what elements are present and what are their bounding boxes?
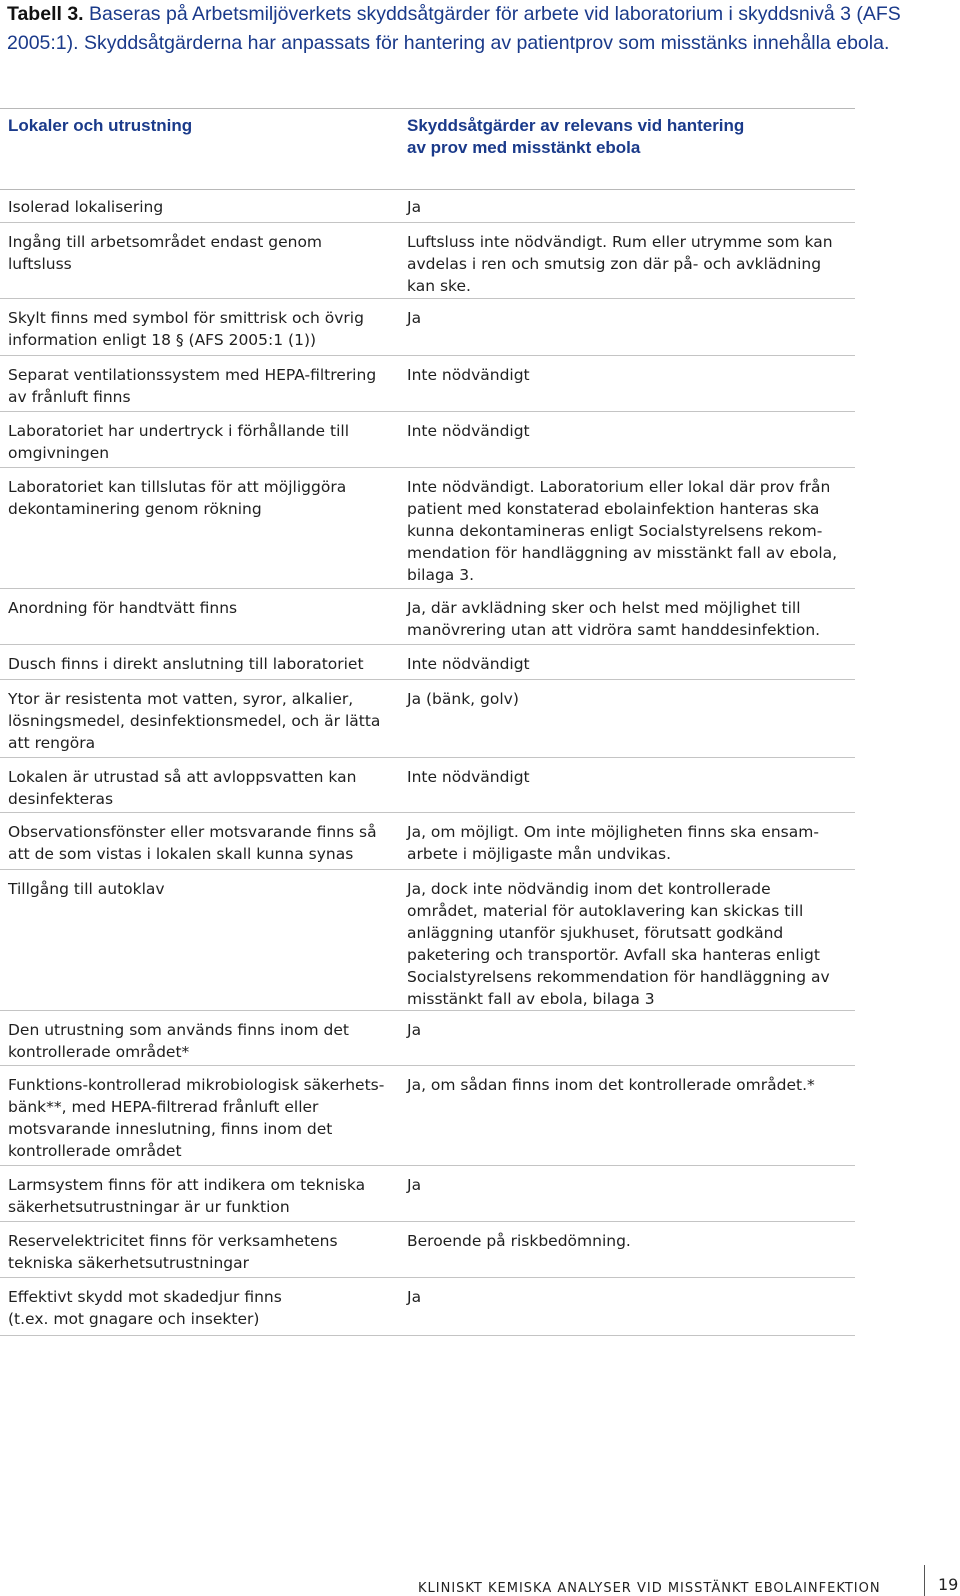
table-row xyxy=(0,870,855,1011)
row-item-label: Larmsystem finns för att indikera om tekniska säkerhetsutrustningar är ur funktion xyxy=(8,1176,366,1216)
header-right: Skyddsåtgärder av relevans vid hantering av prov med misstänkt ebola xyxy=(407,116,745,157)
row-measure-value: Inte nödvändigt. Laboratorium eller lokal där prov från patient med konstaterad ebolainfektion hanteras ska kunna dekontamineras enligt Socialstyrelsens rekom- mendation för handläggning av misstänkt fall av ebola, bilaga 3. xyxy=(407,478,838,584)
row-item-label: Reservelektricitet finns för verksamhetens tekniska säkerhetsutrustningar xyxy=(8,1232,338,1272)
row-measure-value: Ja xyxy=(407,1176,422,1194)
footer-divider xyxy=(924,1565,925,1596)
row-measure-value: Inte nödvändigt xyxy=(407,422,530,440)
caption-label: Tabell 3. xyxy=(7,3,84,25)
table-row xyxy=(0,223,855,299)
row-measure-value: Ja, dock inte nödvändig inom det kontrollerade området, material för autoklavering kan skickas till anläggning utanför sjukhuset, förutsatt godkänd paketering och transportör. Avfall ska hanteras enligt Socialstyrelsens rekommendation för handläggning av misstänkt fall av ebola, bilaga 3 xyxy=(407,880,830,1008)
page-number: 19 xyxy=(938,1575,959,1594)
table-row xyxy=(0,645,855,680)
table-row xyxy=(0,412,855,468)
table-row xyxy=(0,758,855,813)
table-row xyxy=(0,1011,855,1066)
row-measure-value: Ja, om möjligt. Om inte möjligheten finns ska ensam- arbete i möjligaste mån undvikas. xyxy=(407,823,819,863)
row-item-label: Effektivt skydd mot skadedjur finns (t.ex. mot gnagare och insekter) xyxy=(8,1288,282,1328)
row-item-label: Isolerad lokalisering xyxy=(8,198,164,216)
table-row xyxy=(0,813,855,870)
table-row xyxy=(0,589,855,645)
row-measure-value: Inte nödvändigt xyxy=(407,366,530,384)
row-measure-value: Beroende på riskbedömning. xyxy=(407,1232,631,1250)
row-measure-value: Inte nödvändigt xyxy=(407,655,530,673)
row-measure-value: Ja xyxy=(407,1288,422,1306)
table-row xyxy=(0,1066,855,1166)
row-item-label: Anordning för handtvätt finns xyxy=(8,599,238,617)
row-item-label: Dusch finns i direkt anslutning till laboratoriet xyxy=(8,655,364,673)
row-measure-value: Ja xyxy=(407,1021,422,1039)
row-item-label: Tillgång till autoklav xyxy=(8,880,165,898)
table-header xyxy=(0,108,855,190)
table-row xyxy=(0,680,855,758)
row-measure-value: Ja xyxy=(407,198,422,216)
header-left: Lokaler och utrustning xyxy=(8,116,193,135)
table-row xyxy=(0,188,855,223)
row-item-label: Funktions-kontrollerad mikrobiologisk säkerhets- bänk**, med HEPA-filtrerad frånluft eller motsvarande inneslutning, finns inom det kontrollerade området xyxy=(8,1076,385,1160)
row-measure-value: Ja (bänk, golv) xyxy=(407,690,519,708)
table-row xyxy=(0,299,855,356)
row-item-label: Den utrustning som används finns inom det kontrollerade området* xyxy=(8,1021,349,1061)
table-row xyxy=(0,1278,855,1336)
table-row xyxy=(0,356,855,412)
row-item-label: Ytor är resistenta mot vatten, syror, alkalier, lösningsmedel, desinfektionsmedel, och är lätta att rengöra xyxy=(8,690,381,752)
row-item-label: Laboratoriet har undertryck i förhållande till omgivningen xyxy=(8,422,349,462)
caption-text: Baseras på Arbetsmiljöverkets skyddsåtgärder för arbete vid laboratorium i skyddsnivå 3 (AFS 2005:1). Skyddsåtgärderna har anpassats för hantering av patientprov som misstänks innehålla ebola. xyxy=(7,3,901,54)
row-measure-value: Ja, om sådan finns inom det kontrollerade området.* xyxy=(407,1076,815,1094)
row-item-label: Observationsfönster eller motsvarande finns så att de som vistas i lokalen skall kunna synas xyxy=(8,823,377,863)
running-title: KLINISKT KEMISKA ANALYSER VID MISSTÄNKT EBOLAINFEKTION xyxy=(418,1581,881,1596)
table-caption xyxy=(7,0,947,58)
row-item-label: Laboratoriet kan tillslutas för att möjliggöra dekontaminering genom rökning xyxy=(8,478,347,518)
table-row xyxy=(0,1222,855,1278)
row-measure-value: Luftsluss inte nödvändigt. Rum eller utrymme som kan avdelas i ren och smutsig zon där på- och avklädning kan ske. xyxy=(407,233,833,295)
row-item-label: Ingång till arbetsområdet endast genom luftsluss xyxy=(8,233,323,273)
row-measure-value: Inte nödvändigt xyxy=(407,768,530,786)
table-row xyxy=(0,1166,855,1222)
row-measure-value: Ja, där avklädning sker och helst med möjlighet till manövrering utan att vidröra samt handdesinfektion. xyxy=(407,599,821,639)
row-item-label: Lokalen är utrustad så att avloppsvatten kan desinfekteras xyxy=(8,768,357,808)
row-measure-value: Ja xyxy=(407,309,422,327)
table-row xyxy=(0,468,855,589)
row-item-label: Skylt finns med symbol för smittrisk och övrig information enligt 18 § (AFS 2005:1 (1)) xyxy=(8,309,364,349)
row-item-label: Separat ventilationssystem med HEPA-filtrering av frånluft finns xyxy=(8,366,377,406)
